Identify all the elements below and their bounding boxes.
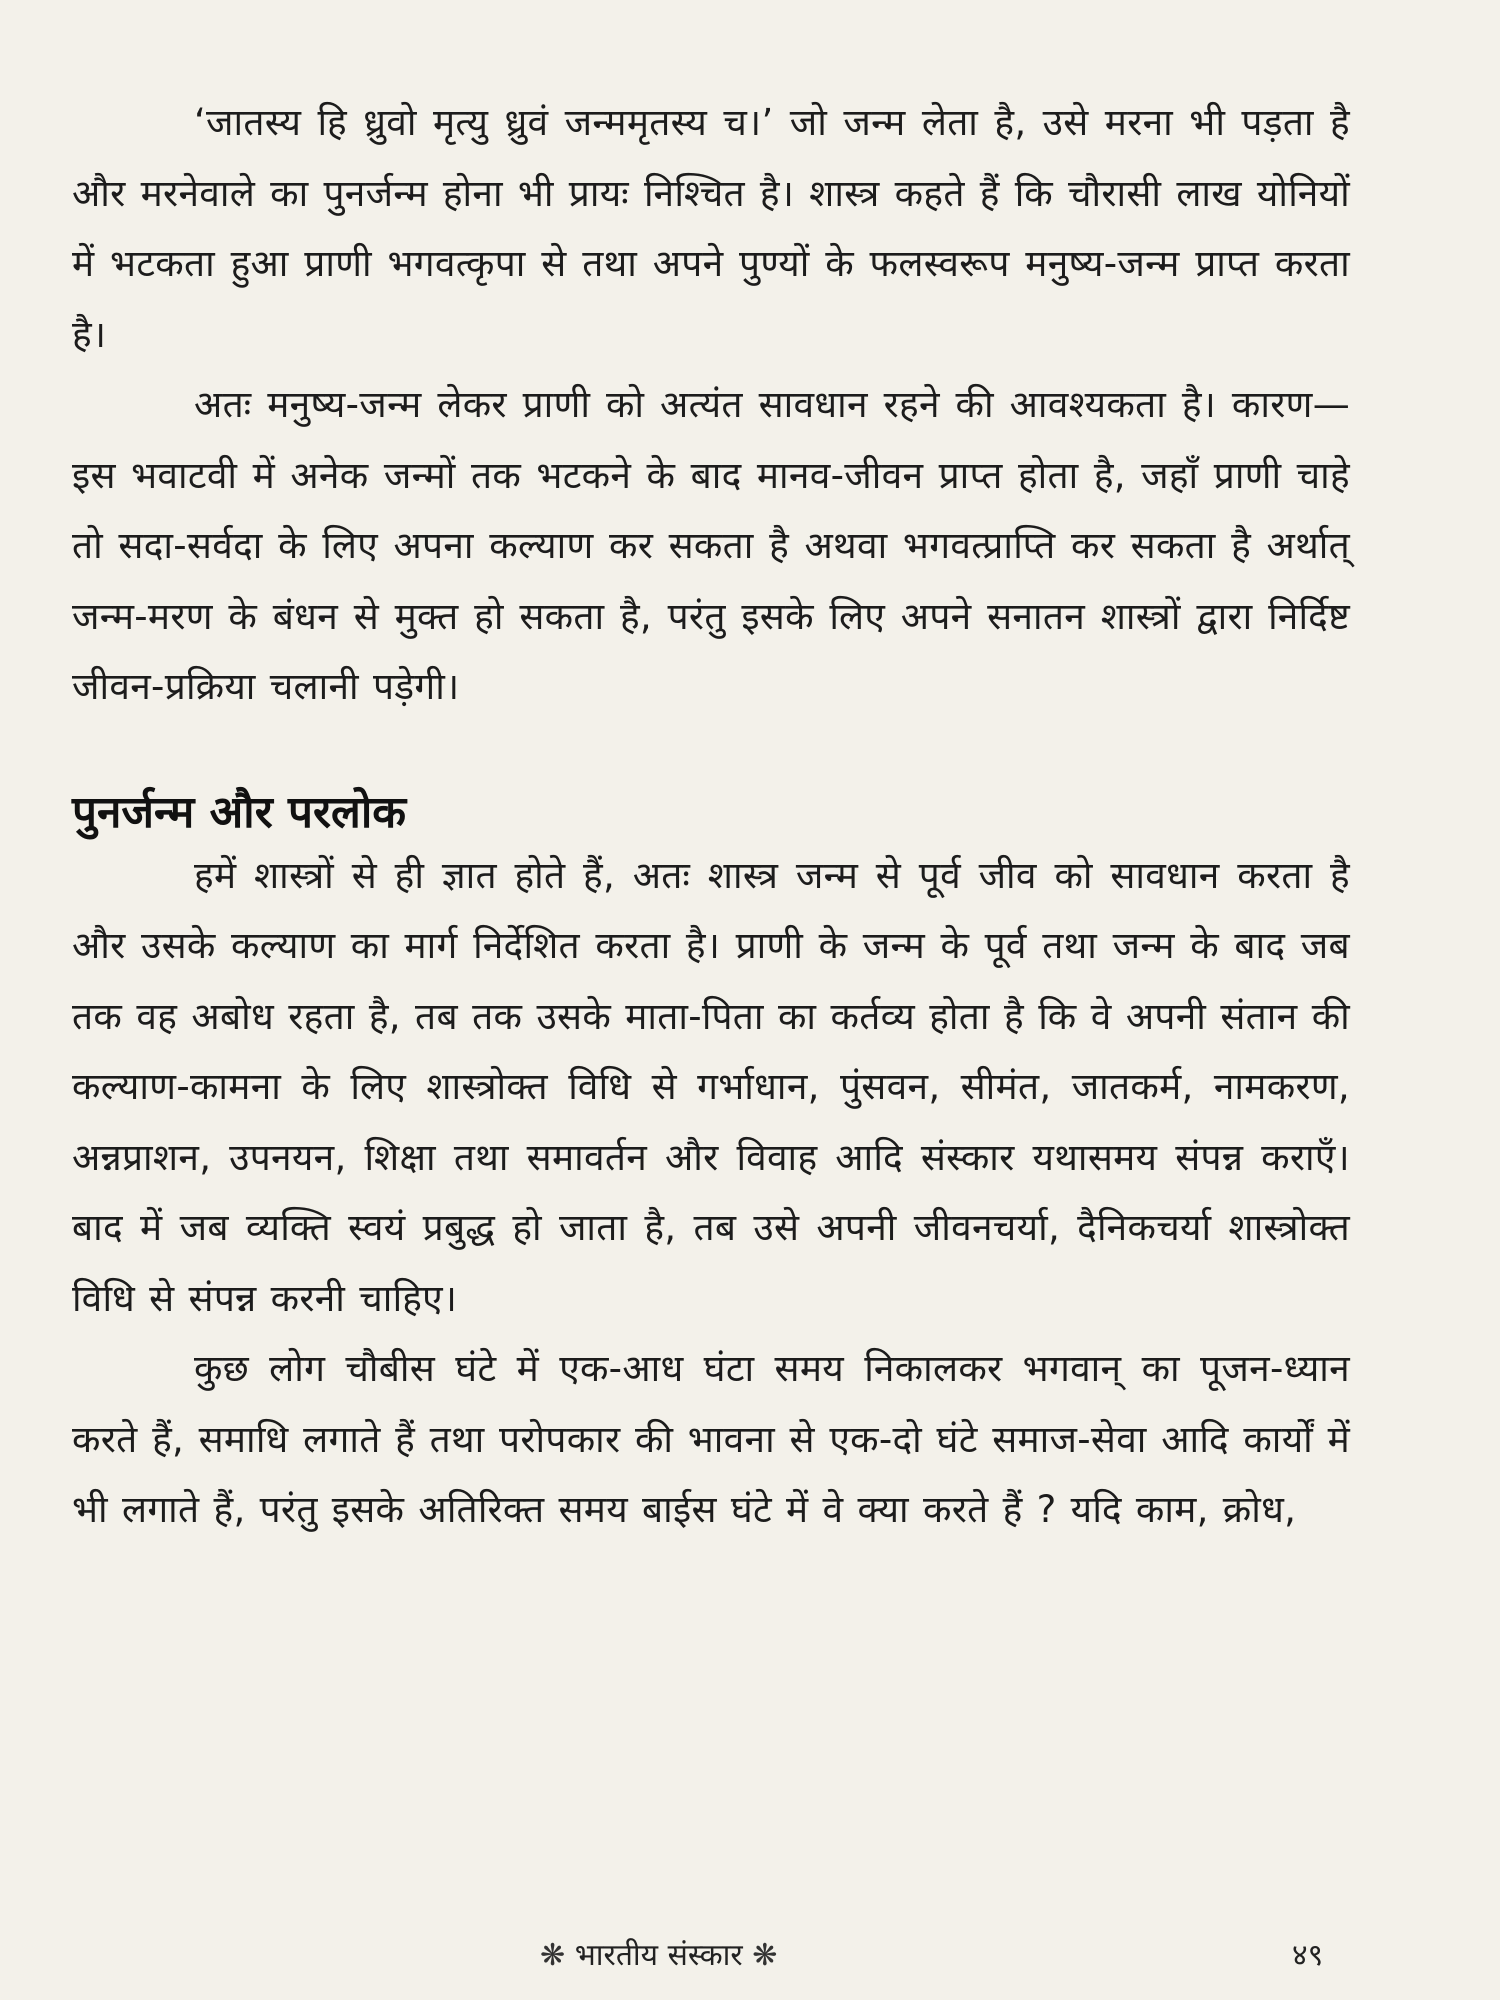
star-ornament-icon: ❋ [540,1938,566,1973]
paragraph: अतः मनुष्य-जन्म लेकर प्राणी को अत्यंत सावधान रहने की आवश्यकता है। कारण—इस भवाटवी में अनेक जन्मों तक भटकने के बाद मानव-जीवन प्राप्त होता है, जहाँ प्राणी चाहे तो सदा-सर्वदा के लिए अपना कल्याण कर सकता है अथवा भगवत्प्राप्ति कर सकता है अर्थात् जन्म-मरण के बंधन से मुक्त हो सकता है, परंतु इसके लिए अपने सनातन शास्त्रों द्वारा निर्दिष्ट जीवन-प्रक्रिया चलानी पड़ेगी। [72,383,1350,708]
star-ornament-icon: ❋ [752,1938,778,1973]
section-heading: पुनर्जन्म और परलोक [72,786,407,838]
book-title: भारतीय संस्कार [574,1938,743,1973]
page-footer [0,1925,1500,1975]
page-number: ४९ [1292,1938,1324,1973]
paragraph: हमें शास्त्रों से ही ज्ञात होते हैं, अतः शास्त्र जन्म से पूर्व जीव को सावधान करता है और उसके कल्याण का मार्ग निर्देशित करता है। प्राणी के जन्म के पूर्व तथा जन्म के बाद जब तक वह अबोध रहता है, तब तक उसके माता-पिता का कर्तव्य होता है कि वे अपनी संतान की कल्याण-कामना के लिए शास्त्रोक्त विधि से गर्भाधान, पुंसवन, सीमंत, जातकर्म, नामकरण, अन्नप्राशन, उपनयन, शिक्षा तथा समावर्तन और विवाह आदि संस्कार यथासमय संपन्न कराएँ। बाद में जब व्यक्ति स्वयं प्रबुद्ध हो जाता है, तब उसे अपनी जीवनचर्या, दैनिकचर्या शास्त्रोक्त विधि से संपन्न करनी चाहिए। [72,853,1350,1320]
paragraph: ‘जातस्य हि ध्रुवो मृत्यु ध्रुवं जन्ममृतस्य च।’ जो जन्म लेता है, उसे मरना भी पड़ता है और मरनेवाले का पुनर्जन्म होना भी प्रायः निश्चित है। शास्त्र कहते हैं कि चौरासी लाख योनियों में भटकता हुआ प्राणी भगवत्कृपा से तथा अपने पुण्यों के फलस्वरूप मनुष्य-जन्म प्राप्त करता है। [72,101,1350,356]
running-footer [540,1933,777,1974]
paragraph: कुछ लोग चौबीस घंटे में एक-आध घंटा समय निकालकर भगवान् का पूजन-ध्यान करते हैं, समाधि लगाते हैं तथा परोपकार की भावना से एक-दो घंटे समाज-सेवा आदि कार्यों में भी लगाते हैं, परंतु इसके अतिरिक्त समय बाईस घंटे में वे क्या करते हैं ? यदि काम, क्रोध, [72,1347,1351,1531]
